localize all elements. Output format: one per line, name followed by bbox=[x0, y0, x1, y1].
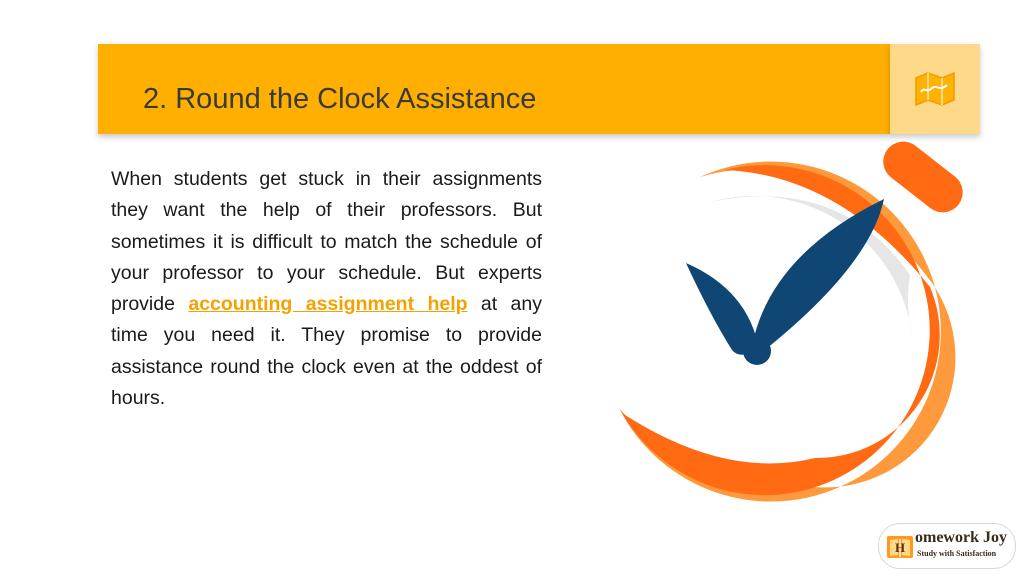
map-icon bbox=[914, 70, 956, 108]
body-text-part-1: When students get stuck in their assignments they want the help of their professors. But sometimes it is difficult to match the schedule of your professor to your schedule. But experts provide bbox=[111, 168, 542, 316]
header-icon-panel bbox=[890, 44, 980, 134]
stopwatch-icon bbox=[600, 135, 980, 510]
page-title: 2. Round the Clock Assistance bbox=[143, 83, 537, 115]
logo-letter: H bbox=[894, 540, 906, 555]
body-text-part-2: at any time you need it. They promise to provide assistance round the clock even at the oddest of hours. bbox=[111, 293, 542, 410]
body-paragraph bbox=[111, 164, 542, 414]
logo-tagline: Study with Satisfaction bbox=[917, 549, 997, 558]
header-bar bbox=[98, 44, 890, 134]
homework-joy-logo bbox=[878, 523, 1016, 569]
accounting-help-link[interactable]: accounting assignment help bbox=[188, 293, 468, 316]
logo-name: omework Joy bbox=[915, 529, 1007, 546]
book-icon bbox=[885, 531, 915, 561]
